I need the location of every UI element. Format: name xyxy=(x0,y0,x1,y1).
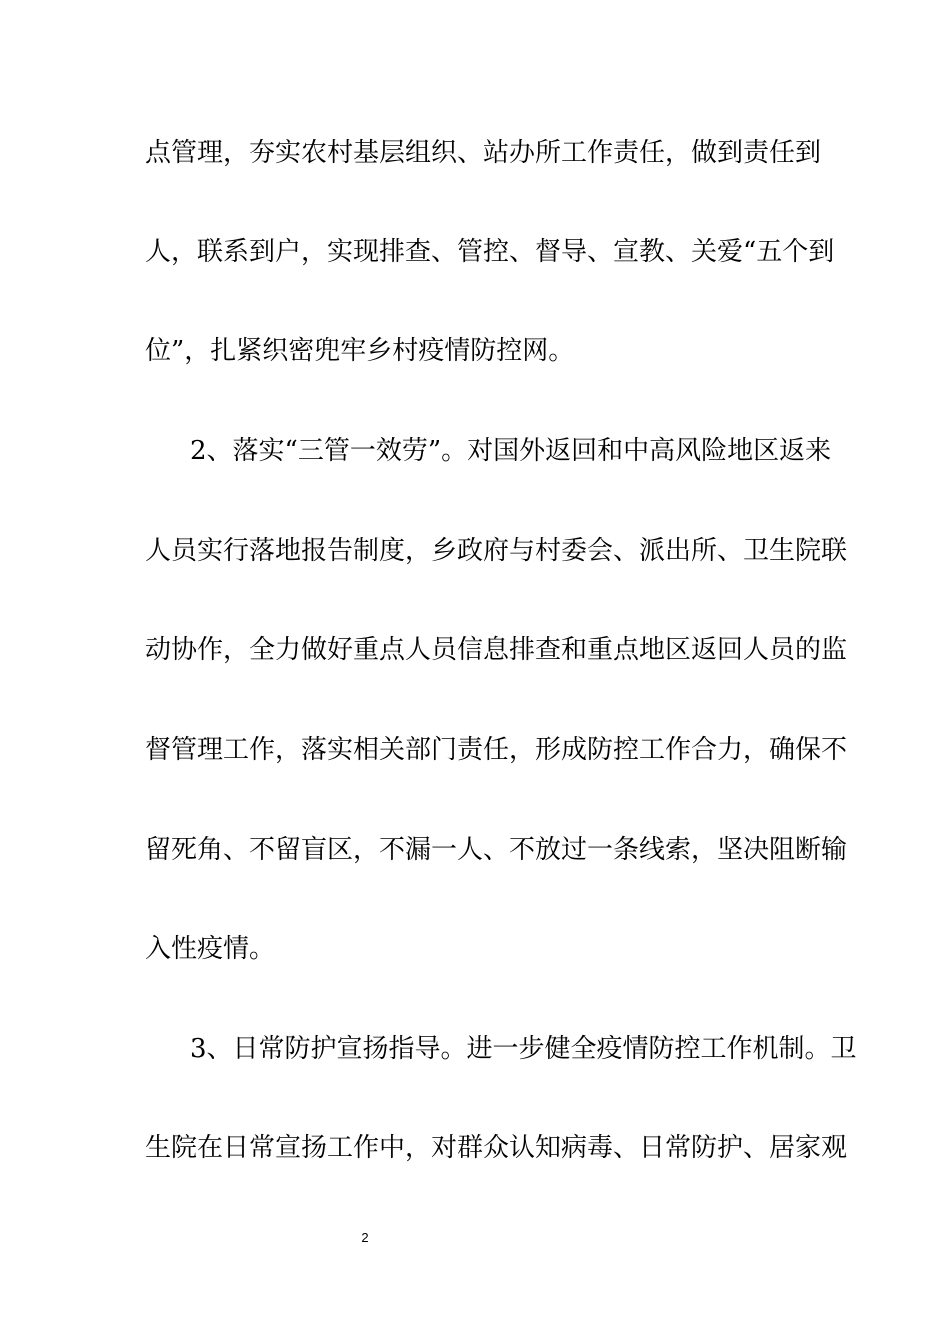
paragraph-2-first-line: 2、落实“三管一效劳”。对国外返回和中高风险地区返来 xyxy=(190,436,832,466)
paragraph-3-first-line: 3、日常防护宣扬指导。进一步健全疫情防控工作机制。卫 xyxy=(190,1034,857,1064)
body-text-line: 位”，扎紧织密兜牢乡村疫情防控网。 xyxy=(145,336,575,366)
page-number: 2 xyxy=(361,1230,369,1245)
body-text-line: 点管理，夯实农村基层组织、站办所工作责任，做到责任到 xyxy=(145,138,822,168)
body-text-line: 留死角、不留盲区，不漏一人、不放过一条线索，坚决阻断输 xyxy=(145,835,848,865)
body-text-line: 生院在日常宣扬工作中，对群众认知病毒、日常防护、居家观 xyxy=(145,1133,848,1163)
body-text-line: 入性疫情。 xyxy=(145,934,276,964)
body-text-line: 督管理工作，落实相关部门责任，形成防控工作合力，确保不 xyxy=(145,735,848,765)
body-text-line: 人员实行落地报告制度，乡政府与村委会、派出所、卫生院联 xyxy=(145,536,848,566)
body-text-line: 人，联系到户，实现排查、管控、督导、宣教、关爱“五个到 xyxy=(145,237,835,267)
body-text-line: 动协作，全力做好重点人员信息排查和重点地区返回人员的监 xyxy=(145,635,848,665)
